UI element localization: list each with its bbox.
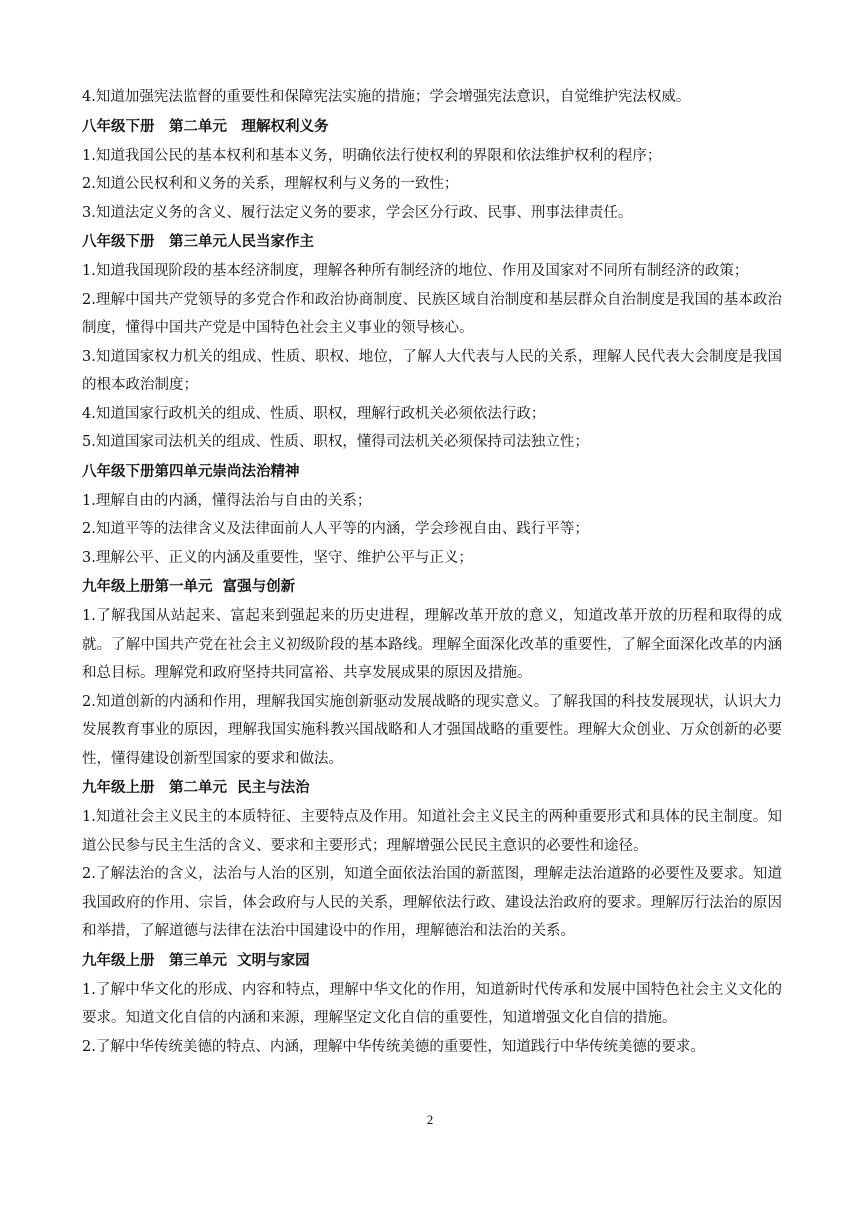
paragraph-g8b-unit4-item1: 1.理解自由的内涵，懂得法治与自由的关系； [82, 492, 372, 509]
paragraph-g8b-unit2-item1: 1.知道我国公民的基本权利和基本义务，明确依法行使权利的界限和依法维护权利的程序； [82, 147, 662, 164]
paragraph-g9a-unit1-item2: 2.知道创新的内涵和作用，理解我国实施创新驱动发展战略的现实意义。了解我国的科技发展现状，认识大力发展教育事业的原因，理解我国实施科教兴国战略和人才强国战略的重要性。理解大众创业、万众创新的必要性，懂得建设创新型国家的要求和做法。 [82, 693, 782, 767]
paragraph-g8b-unit3-item4: 4.知道国家行政机关的组成、性质、职权，理解行政机关必须依法行政； [82, 405, 546, 422]
paragraph-g9a-unit1-item1: 1.了解我国从站起来、富起来到强起来的历史进程，理解改革开放的意义，知道改革开放的历程和取得的成就。了解中国共产党在社会主义初级阶段的基本路线。理解全面深化改革的重要性，了解全面深化改革的内涵和总目标。理解党和政府坚持共同富裕、共享发展成果的原因及措施。 [82, 608, 782, 681]
section-heading-g9a-unit3: 九年级上册 第三单元 文明与家园 [82, 952, 310, 969]
paragraph-g8b-unit2-item3: 3.知道法定义务的含义、履行法定义务的要求，学会区分行政、民事、刑事法律责任。 [82, 204, 633, 221]
paragraph-g9a-unit3-item2: 2.了解中华传统美德的特点、内涵，理解中华传统美德的重要性，知道践行中华传统美德的要求。 [82, 1038, 705, 1055]
section-heading-g9a-unit2: 九年级上册 第二单元 民主与法治 [82, 780, 310, 796]
paragraph-g9a-unit2-item1: 1.知道社会主义民主的本质特征、主要特点及作用。知道社会主义民主的两种重要形式和具体的民主制度。知道公民参与民主生活的含义、要求和主要形式；理解增强公民民主意识的必要性和途径。 [82, 809, 782, 854]
document-body [82, 83, 782, 1061]
paragraph-g8b-unit3-item2: 2.理解中国共产党领导的多党合作和政治协商制度、民族区域自治制度和基层群众自治制度是我国的基本政治制度，懂得中国共产党是中国特色社会主义事业的领导核心。 [82, 291, 782, 336]
paragraph-g9a-unit2-item2: 2.了解法治的含义，法治与人治的区别，知道全面依法治国的新蓝图，理解走法治道路的必要性及要求。知道我国政府的作用、宗旨，体会政府与人民的关系，理解依法行政、建设法治政府的要求。理解厉行法治的原因和举措，了解道德与法律在法治中国建设中的作用，理解德治和法治的关系。 [82, 866, 782, 939]
section-heading-g8b-unit3: 八年级下册 第三单元人民当家作主 [82, 234, 314, 250]
section-heading-g8b-unit4: 八年级下册第四单元崇尚法治精神 [82, 463, 300, 480]
paragraph-g8b-unit3-item1: 1.知道我国现阶段的基本经济制度，理解各种所有制经济的地位、作用及国家对不同所有制经济的政策； [82, 263, 749, 279]
paragraph-g8b-unit2-item2: 2.知道公民权利和义务的关系，理解权利与义务的一致性； [82, 176, 459, 192]
paragraph-g9a-unit3-item1: 1.了解中华文化的形成、内容和特点，理解中华文化的作用，知道新时代传承和发展中国特色社会主义文化的要求。知道文化自信的内涵和来源，理解坚定文化自信的重要性，知道增强文化自信的措施。 [82, 981, 782, 1026]
section-heading-g9a-unit1: 九年级上册第一单元 富强与创新 [82, 579, 296, 595]
paragraph-g8b-unit3-item3: 3.知道国家权力机关的组成、性质、职权、地位，了解人大代表与人民的关系，理解人民代表大会制度是我国的根本政治制度； [82, 348, 782, 393]
section-heading-g8b-unit2: 八年级下册 第二单元 理解权利义务 [82, 118, 329, 135]
paragraph-g8b-unit4-item2: 2.知道平等的法律含义及法律面前人人平等的内涵，学会珍视自由、践行平等； [82, 521, 589, 537]
page-number: 2 [426, 1112, 434, 1127]
paragraph-g8b-unit4-item3: 3.理解公平、正义的内涵及重要性，坚守、维护公平与正义； [82, 549, 473, 566]
paragraph-g8b-unit3-item5: 5.知道国家司法机关的组成、性质、职权，懂得司法机关必须保持司法独立性； [82, 434, 589, 450]
paragraph-unit1-item4: 4.知道加强宪法监督的重要性和保障宪法实施的措施；学会增强宪法意识，自觉维护宪法权威。 [82, 89, 691, 105]
